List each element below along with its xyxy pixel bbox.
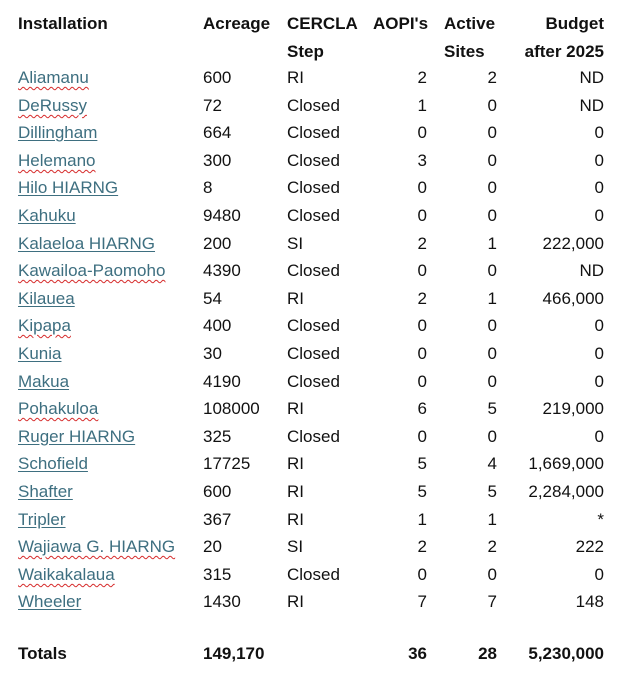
cercla-step-cell: RI (287, 454, 304, 473)
aopis-cell: 2 (417, 234, 427, 253)
header-active-line1: Active (444, 14, 496, 33)
budget-cell: ND (579, 261, 604, 280)
cercla-step-cell: Closed (287, 261, 340, 280)
totals-acreage: 149,170 (203, 644, 265, 663)
aopis-cell: 0 (417, 206, 427, 225)
aopis-cell: 2 (417, 289, 427, 308)
totals-active: 28 (478, 644, 497, 663)
aopis-cell: 2 (417, 537, 427, 556)
budget-cell: 0 (594, 151, 604, 170)
cercla-step-cell: Closed (287, 372, 340, 391)
installation-link[interactable]: Kipapa (18, 316, 71, 335)
installation-link[interactable]: Waikakalaua (18, 565, 115, 584)
acreage-cell: 200 (203, 234, 232, 253)
budget-cell: 0 (594, 565, 604, 584)
cercla-step-cell: Closed (287, 123, 340, 142)
budget-cell: 222 (575, 537, 604, 556)
active-sites-cell: 0 (487, 96, 497, 115)
budget-cell: 219,000 (542, 399, 604, 418)
acreage-cell: 108000 (203, 399, 260, 418)
active-sites-cell: 5 (487, 482, 497, 501)
header-aopis: AOPI's (373, 14, 429, 33)
active-sites-cell: 7 (487, 592, 497, 611)
cercla-step-cell: Closed (287, 427, 340, 446)
acreage-cell: 20 (203, 537, 222, 556)
aopis-cell: 0 (417, 316, 427, 335)
header-active-line2: Sites (444, 42, 485, 61)
installation-link[interactable]: DeRussy (18, 96, 87, 115)
cercla-step-cell: Closed (287, 316, 340, 335)
cercla-step-cell: Closed (287, 151, 340, 170)
active-sites-cell: 0 (487, 316, 497, 335)
cercla-step-cell: Closed (287, 178, 340, 197)
acreage-cell: 300 (203, 151, 232, 170)
aopis-cell: 0 (417, 261, 427, 280)
active-sites-cell: 0 (487, 206, 497, 225)
acreage-cell: 54 (203, 289, 222, 308)
header-installation: Installation (18, 14, 108, 33)
budget-cell: 0 (594, 316, 604, 335)
active-sites-cell: 1 (487, 289, 497, 308)
aopis-cell: 0 (417, 372, 427, 391)
acreage-cell: 1430 (203, 592, 241, 611)
cercla-step-cell: RI (287, 592, 304, 611)
totals-aopis: 36 (408, 644, 427, 663)
active-sites-cell: 0 (487, 344, 497, 363)
acreage-cell: 4190 (203, 372, 241, 391)
acreage-cell: 325 (203, 427, 232, 446)
cercla-step-cell: RI (287, 68, 304, 87)
cercla-step-cell: SI (287, 537, 304, 556)
aopis-cell: 6 (417, 399, 427, 418)
cercla-step-cell: SI (287, 234, 304, 253)
aopis-cell: 5 (417, 482, 427, 501)
budget-cell: 0 (594, 372, 604, 391)
aopis-cell: 0 (417, 427, 427, 446)
totals-label: Totals (18, 644, 67, 663)
budget-cell: 148 (575, 592, 604, 611)
installation-link[interactable]: Pohakuloa (18, 399, 99, 418)
budget-cell: 1,669,000 (528, 454, 604, 473)
installation-link[interactable]: Aliamanu (18, 68, 89, 87)
active-sites-cell: 2 (487, 68, 497, 87)
installation-link[interactable]: Makua (18, 372, 70, 391)
budget-cell: 466,000 (542, 289, 604, 308)
budget-cell: 0 (594, 178, 604, 197)
installation-link[interactable]: Kawailoa-Paomoho (18, 261, 166, 280)
acreage-cell: 400 (203, 316, 232, 335)
header-budget-line1: Budget (545, 14, 604, 33)
header-cercla-line2: Step (287, 42, 324, 61)
aopis-cell: 7 (417, 592, 427, 611)
cercla-step-cell: RI (287, 482, 304, 501)
installation-link[interactable]: Kahuku (18, 206, 76, 225)
active-sites-cell: 4 (487, 454, 497, 473)
active-sites-cell: 5 (487, 399, 497, 418)
aopis-cell: 0 (417, 565, 427, 584)
aopis-cell: 0 (417, 123, 427, 142)
aopis-cell: 1 (417, 96, 427, 115)
installation-link[interactable]: Ruger HIARNG (18, 427, 136, 446)
acreage-cell: 17725 (203, 454, 251, 473)
active-sites-cell: 0 (487, 372, 497, 391)
budget-cell: 0 (594, 206, 604, 225)
cercla-step-cell: RI (287, 510, 304, 529)
budget-cell: 0 (594, 427, 604, 446)
cercla-step-cell: Closed (287, 344, 340, 363)
aopis-cell: 0 (417, 178, 427, 197)
installation-link[interactable]: Dillingham (18, 123, 98, 142)
aopis-cell: 3 (417, 151, 427, 170)
installation-link[interactable]: Helemano (18, 151, 96, 170)
cercla-step-cell: Closed (287, 206, 340, 225)
aopis-cell: 1 (417, 510, 427, 529)
budget-cell: 222,000 (542, 234, 604, 253)
acreage-cell: 8 (203, 178, 213, 197)
active-sites-cell: 2 (487, 537, 497, 556)
acreage-cell: 9480 (203, 206, 241, 225)
active-sites-cell: 0 (487, 427, 497, 446)
active-sites-cell: 1 (487, 510, 497, 529)
budget-cell: 0 (594, 344, 604, 363)
active-sites-cell: 1 (487, 234, 497, 253)
acreage-cell: 600 (203, 68, 232, 87)
header-acreage: Acreage (203, 14, 271, 33)
acreage-cell: 664 (203, 123, 232, 142)
installation-link[interactable]: Kalaeloa HIARNG (18, 234, 156, 253)
active-sites-cell: 0 (487, 565, 497, 584)
acreage-cell: 600 (203, 482, 232, 501)
cercla-step-cell: RI (287, 289, 304, 308)
budget-cell: 0 (594, 123, 604, 142)
aopis-cell: 2 (417, 68, 427, 87)
installation-link[interactable]: Hilo HIARNG (18, 178, 119, 197)
installation-link[interactable]: Tripler (18, 510, 66, 529)
installation-link[interactable]: Wheeler (18, 592, 82, 611)
installation-link[interactable]: Shafter (18, 482, 73, 501)
cercla-step-cell: Closed (287, 96, 340, 115)
active-sites-cell: 0 (487, 151, 497, 170)
budget-cell: * (597, 510, 604, 529)
acreage-cell: 367 (203, 510, 232, 529)
aopis-cell: 0 (417, 344, 427, 363)
aopis-cell: 5 (417, 454, 427, 473)
header-budget-line2: after 2025 (524, 42, 604, 61)
installation-link[interactable]: Kilauea (18, 289, 75, 308)
header-cercla-line1: CERCLA (287, 14, 358, 33)
budget-cell: ND (579, 96, 604, 115)
installation-link[interactable]: Wajiawa G. HIARNG (18, 537, 176, 556)
acreage-cell: 72 (203, 96, 222, 115)
budget-cell: ND (579, 68, 604, 87)
acreage-cell: 4390 (203, 261, 241, 280)
totals-budget: 5,230,000 (528, 644, 604, 663)
acreage-cell: 315 (203, 565, 232, 584)
acreage-cell: 30 (203, 344, 222, 363)
installation-link[interactable]: Schofield (18, 454, 88, 473)
cercla-step-cell: RI (287, 399, 304, 418)
active-sites-cell: 0 (487, 178, 497, 197)
active-sites-cell: 0 (487, 123, 497, 142)
cercla-step-cell: Closed (287, 565, 340, 584)
installation-link[interactable]: Kunia (18, 344, 62, 363)
active-sites-cell: 0 (487, 261, 497, 280)
budget-cell: 2,284,000 (528, 482, 604, 501)
